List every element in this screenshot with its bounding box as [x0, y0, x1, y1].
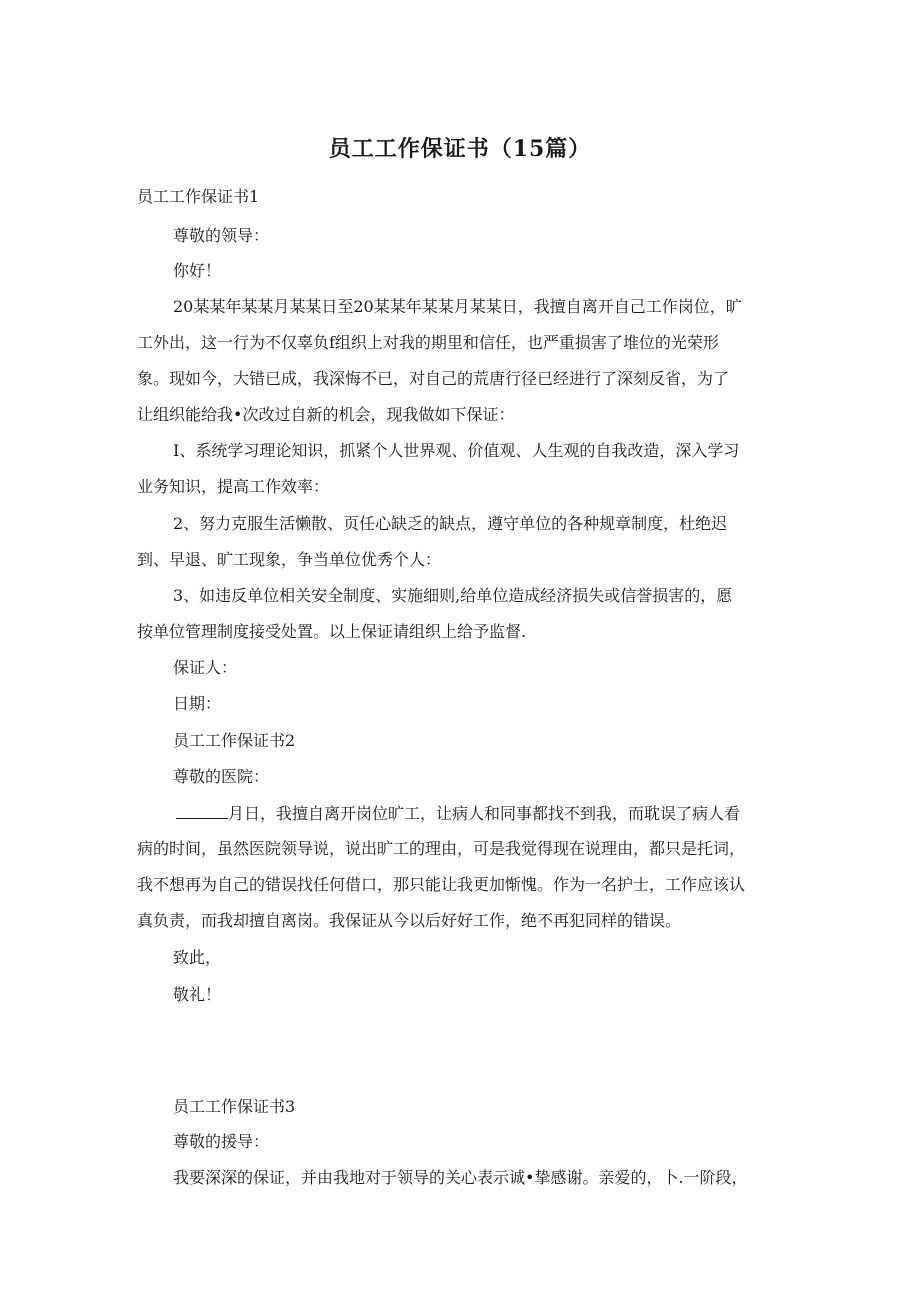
letter1-item1-line: I、系统学习理论知识，抓紧个人世界观、价值观、人生观的自我改造，深入学习 [173, 441, 740, 460]
letter2-paragraph-line: 真负责，而我却擅自离岗。我保证从今以后好好工作，绝不再犯同样的错误。 [137, 911, 682, 930]
document-title: 员工工作保证书（15篇） [328, 136, 592, 162]
letter2-salutation: 尊敬的医院： [173, 767, 270, 786]
letter3-paragraph-line: 我要深深的保证，并由我地对于领导的关心表示诚•挚感谢。亲爱的，卜.一阶段， [173, 1168, 748, 1187]
letter1-paragraph-line: 20某某年某某月某某日至20某某年某某月某某日，我擅自离开自己工作岗位，旷 [173, 297, 742, 316]
letter2-heading: 员工工作保证书2 [173, 731, 296, 750]
letter1-date-label: 日期： [173, 694, 222, 713]
letter1-paragraph-line: 让组织能给我•次改过自新的机会，现我做如下保证： [137, 405, 515, 424]
letter2-paragraph-first-line [176, 802, 740, 825]
date-blank [176, 802, 228, 819]
letter2-paragraph-line: 我不想再为自己的错误找任何借口，那只能让我更加惭愧。作为一名护士，工作应该认 [137, 875, 746, 894]
letter1-greeting: 你好！ [173, 261, 222, 280]
letter1-item1-line: 业务知识，提高工作效率： [137, 477, 330, 496]
letter1-guarantor-label: 保证人： [173, 658, 238, 677]
letter2-paragraph-first-text: 月日，我擅自离开岗位旷工，让病人和同事都找不到我，而耽误了病人看 [228, 804, 741, 823]
letter1-item3-line: 按单位管理制度接受处置。以上保证请组织上给予监督. [137, 622, 527, 641]
letter1-heading: 员工工作保证书1 [137, 187, 260, 206]
letter2-paragraph-line: 病的时间，虽然医院领导说，说出旷工的理由，可是我觉得现在说理由，都只是托词， [137, 839, 746, 858]
letter1-item2-line: 2、努力克服生活懒散、页任心缺乏的缺点，遵守单位的各种规章制度，杜绝迟 [173, 514, 728, 533]
letter1-item2-line: 到、早退、旷工现象，争当单位优秀个人： [137, 550, 442, 569]
letter1-item3-line: 3、如违反单位相关安全制度、实施细则,给单位造成经济损失或信誉损害的，愿 [173, 586, 733, 605]
letter1-paragraph-line: 象。现如今，大错已成，我深悔不已，对自己的荒唐行径已经进行了深刻反省，为了 [137, 369, 730, 388]
letter3-salutation: 尊敬的援导： [173, 1132, 270, 1151]
letter1-salutation: 尊敬的领导： [173, 226, 270, 245]
letter3-heading: 员工工作保证书3 [173, 1097, 296, 1116]
letter2-regards: 敬礼！ [173, 985, 222, 1004]
letter1-paragraph-line: 工外出，这一行为不仅辜负f组织上对我的期里和信任，也严重损害了堆位的光荣形 [137, 333, 719, 352]
letter2-closing: 致此， [173, 948, 222, 967]
